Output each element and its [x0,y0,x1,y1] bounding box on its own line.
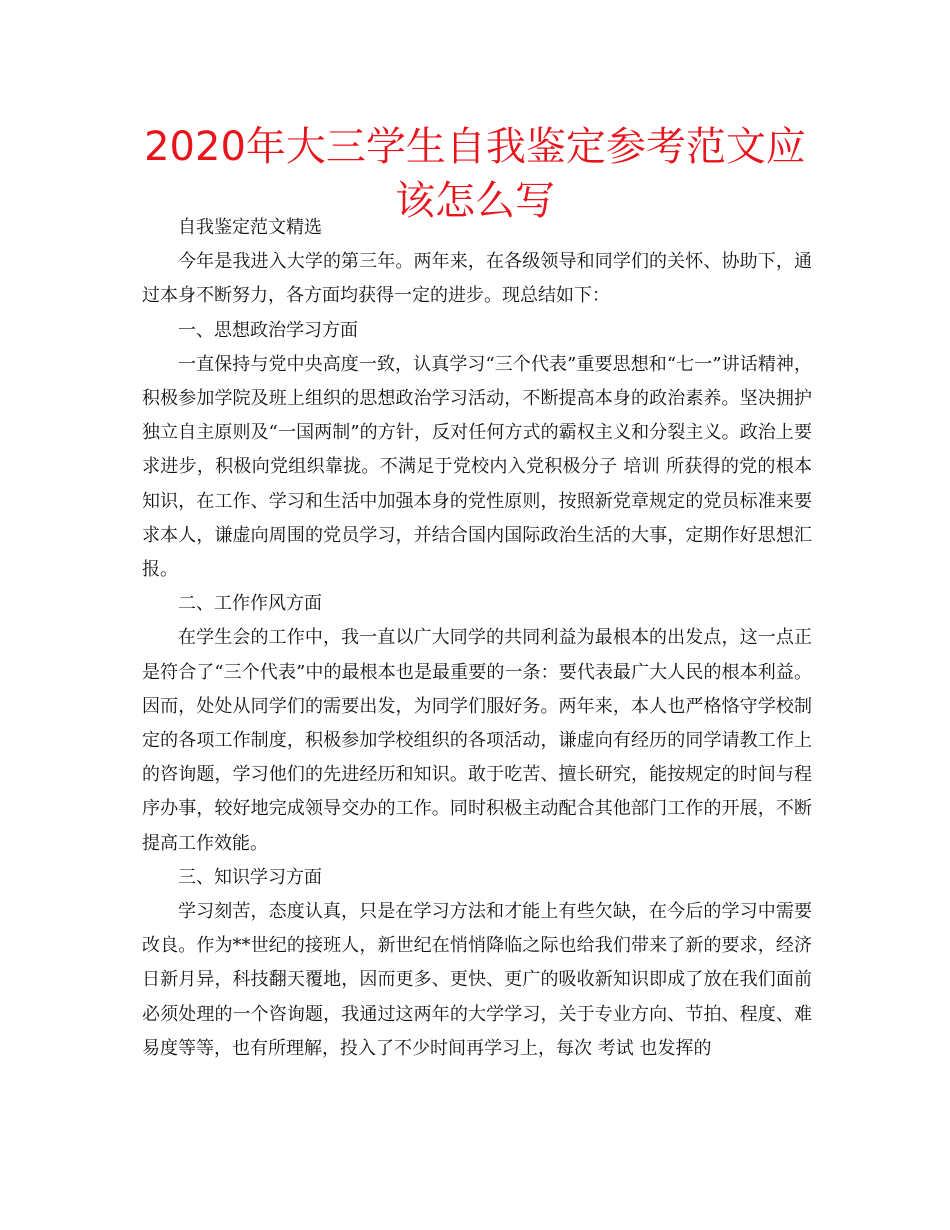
paragraph-intro: 今年是我进入大学的第三年。两年来，在各级领导和同学们的关怀、协助下，通过本身不断努力，各方面均获得一定的进步。现总结如下： [142,251,812,307]
paragraph-politics: 一直保持与党中央高度一致，认真学习“三个代表”重要思想和“七一”讲话精神，积极参加学院及班上组织的思想政治学习活动，不断提高本身的政治素养。坚决拥护独立自主原则及“一国两制”的方针，反对任何方式的霸权主义和分裂主义。政治上要求进步，积极向党组织靠拢。不满足于党校内入党积极分子 培训 所获得的党的根本知识，在工作、学习和生活中加强本身的党性原则，按照新党章规定的党员标准来要求本人，谦虚向周围的党员学习，并结合国内国际政治生活的大事，定期作好思想汇报。 [142,353,812,581]
document-title: 2020年大三学生自我鉴定参考范文应该怎么写 [144,124,806,224]
paragraph-heading-fanwen: 自我鉴定范文精选 [178,217,322,238]
section-heading-politics: 一、思想政治学习方面 [178,319,358,341]
paragraph-study: 学习刻苦，态度认真，只是在学习方法和才能上有些欠缺，在今后的学习中需要改良。作为**世纪的接班人，新世纪在悄悄降临之际也给我们带来了新的要求，经济日新月异，科技翻天覆地，因而更多、更快、更广的吸收新知识即成了放在我们面前必须处理的一个咨询题，我通过这两年的大学学习，关于专业方向、节拍、程度、难易度等等，也有所理解，投入了不少时间再学习上，每次 考试 也发挥的 [142,901,812,1059]
section-heading-study: 三、知识学习方面 [178,866,322,888]
section-heading-work-style: 二、工作作风方面 [178,593,322,615]
paragraph-work-style: 在学生会的工作中，我一直以广大同学的共同利益为最根本的出发点，这一点正是符合了“三个代表”中的最根本也是最重要的一条：要代表最广大人民的根本利益。因而，处处从同学们的需要出发，为同学们服好务。两年来，本人也严格恪守学校制定的各项工作制度，积极参加学校组织的各项活动，谦虚向有经历的同学请教工作上的咨询题，学习他们的先进经历和知识。敢于吃苦、擅长研究，能按规定的时间与程序办事，较好地完成领导交办的工作。同时积极主动配合其他部门工作的开展，不断提高工作效能。 [142,627,812,854]
document-body [142,211,812,1066]
